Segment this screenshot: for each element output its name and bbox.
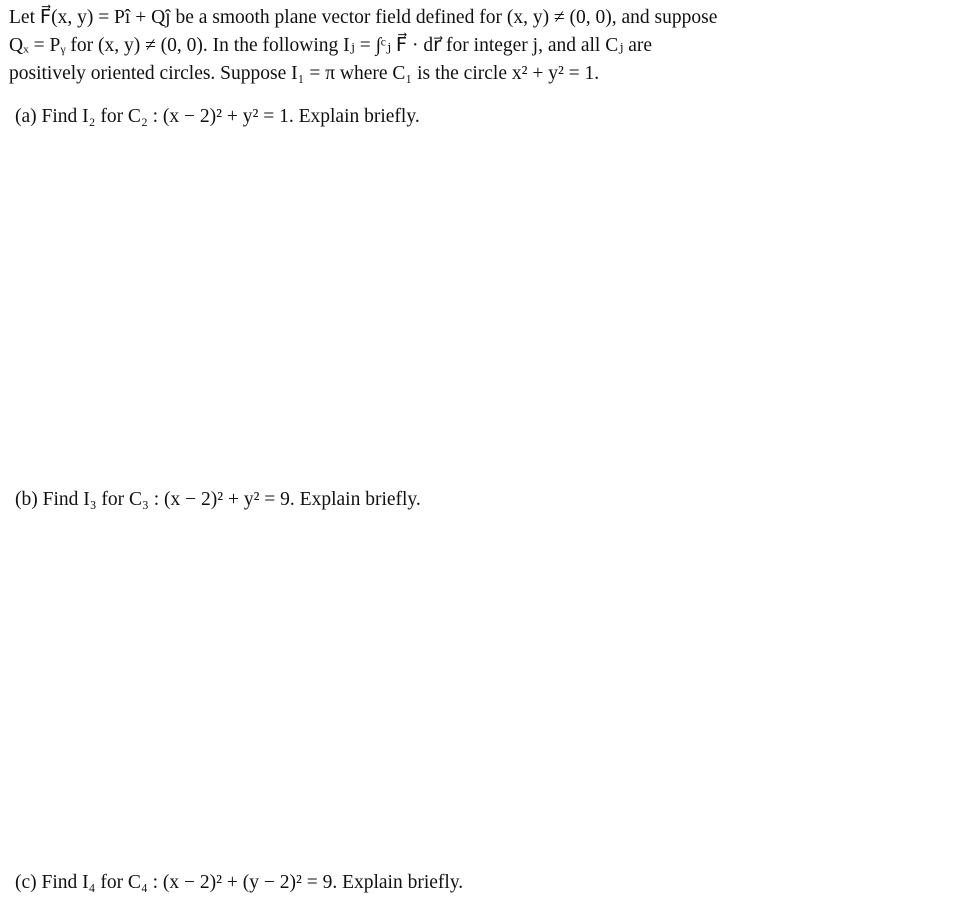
question-c: (c) Find I₄ for C₄ : (x − 2)² + (y − 2)² = 9. Explain briefly.	[15, 872, 464, 893]
question-b: (b) Find I₃ for C₃ : (x − 2)² + y² = 9. Explain briefly.	[15, 489, 421, 510]
problem-statement	[9, 4, 939, 88]
problem-statement-line-1: Let F⃗(x, y) = Pî + Qĵ be a smooth plane vector field defined for (x, y) ≠ (0, 0), and suppose	[9, 7, 718, 28]
answer-space-b	[15, 523, 935, 853]
answer-space-a	[15, 140, 935, 470]
problem-statement-line-2: Qₓ = Pᵧ for (x, y) ≠ (0, 0). In the following Iⱼ = ∫ᶜⱼ F⃗ · dr⃗ for integer j, and all Cⱼ are	[9, 35, 653, 56]
problem-statement-line-3: positively oriented circles. Suppose I₁ = π where C₁ is the circle x² + y² = 1.	[9, 63, 600, 84]
question-a: (a) Find I₂ for C₂ : (x − 2)² + y² = 1. Explain briefly.	[15, 106, 420, 127]
